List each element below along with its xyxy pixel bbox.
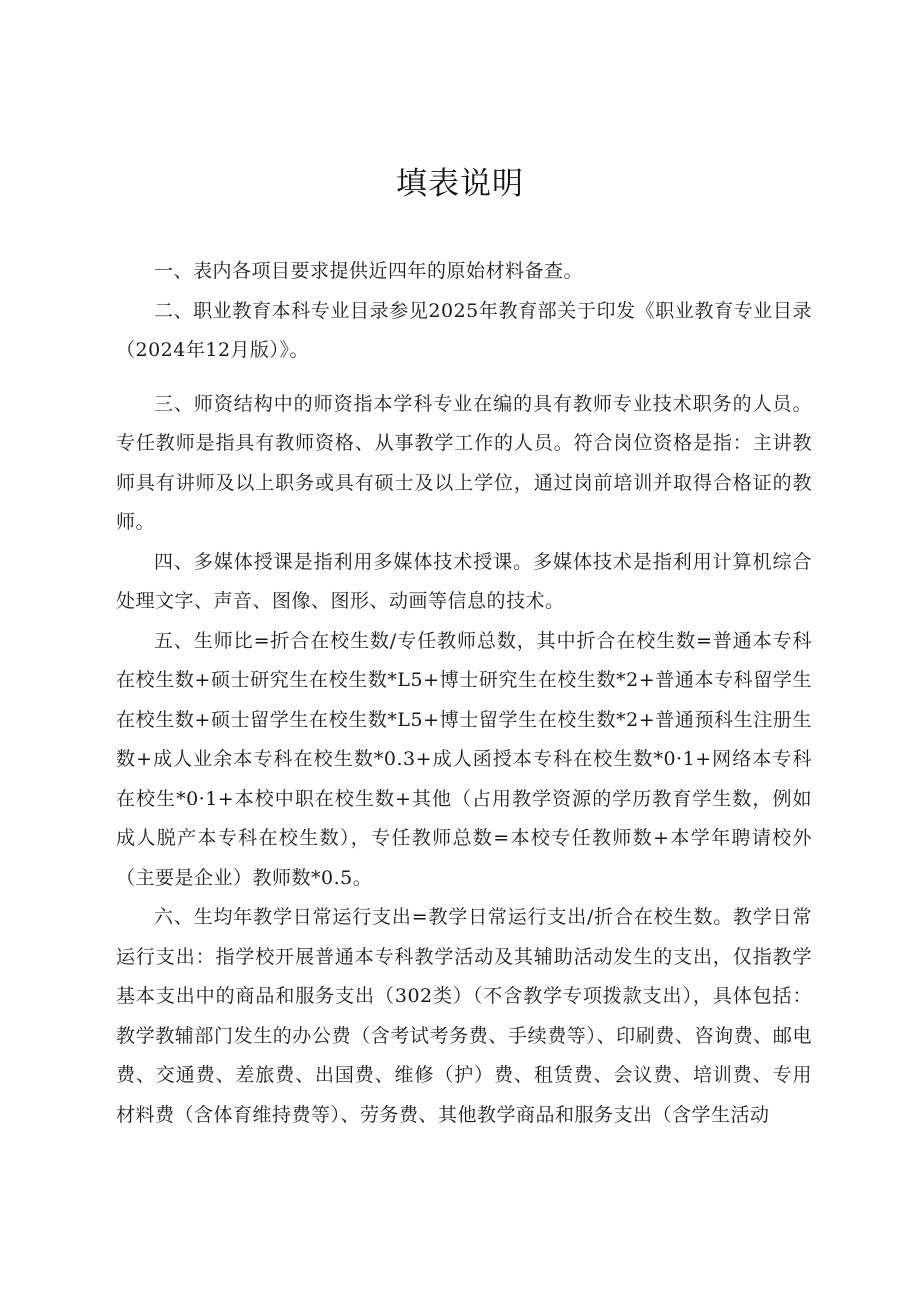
document-body — [116, 252, 812, 1135]
paragraph-5: 五、生师比=折合在校生数/专任教师总数，其中折合在校生数=普通本专科在校生数+硕士研究生在校生数*L5+博士研究生在校生数*2+普通本专科留学生在校生数+硕士留学生在校生数*L5+博士留学生在校生数*2+普通预科生注册生数+成人业余本专科在校生数*0.3+成人函授本专科在校生数*0·1+网络本专科在校生*0·1+本校中职在校生数+其他（占用教学资源的学历教育学生数，例如成人脱产本专科在校生数），专任教师总数=本校专任教师数+本学年聘请校外（主要是企业）教师数*0.5。 — [116, 629, 812, 889]
paragraph-6: 六、生均年教学日常运行支出=教学日常运行支出/折合在校生数。教学日常运行支出：指学校开展普通本专科教学活动及其辅助活动发生的支出，仅指教学基本支出中的商品和服务支出（302类）（不含教学专项拨款支出），具体包括：教学教辅部门发生的办公费（含考试考务费、手续费等）、印刷费、咨询费、邮电费、交通费、差旅费、出国费、维修（护）费、租赁费、会议费、培训费、专用材料费（含体育维持费等）、劳务费、其他教学商品和服务支出（含学生活动 — [116, 906, 812, 1126]
page-title: 填表说明 — [396, 166, 524, 202]
paragraph-4: 四、多媒体授课是指利用多媒体技术授课。多媒体技术是指利用计算机综合处理文字、声音、图像、图形、动画等信息的技术。 — [116, 550, 812, 612]
paragraph-2: 二、职业教育本科专业目录参见2025年教育部关于印发《职业教育专业目录（2024年12月版）》。 — [116, 299, 812, 361]
paragraph-3: 三、师资结构中的师资指本学科专业在编的具有教师专业技术职务的人员。专任教师是指具有教师资格、从事教学工作的人员。符合岗位资格是指：主讲教师具有讲师及以上职务或具有硕士及以上学位，通过岗前培训并取得合格证的教师。 — [116, 392, 812, 533]
paragraph-1: 一、表内各项目要求提供近四年的原始材料备查。 — [154, 260, 584, 282]
